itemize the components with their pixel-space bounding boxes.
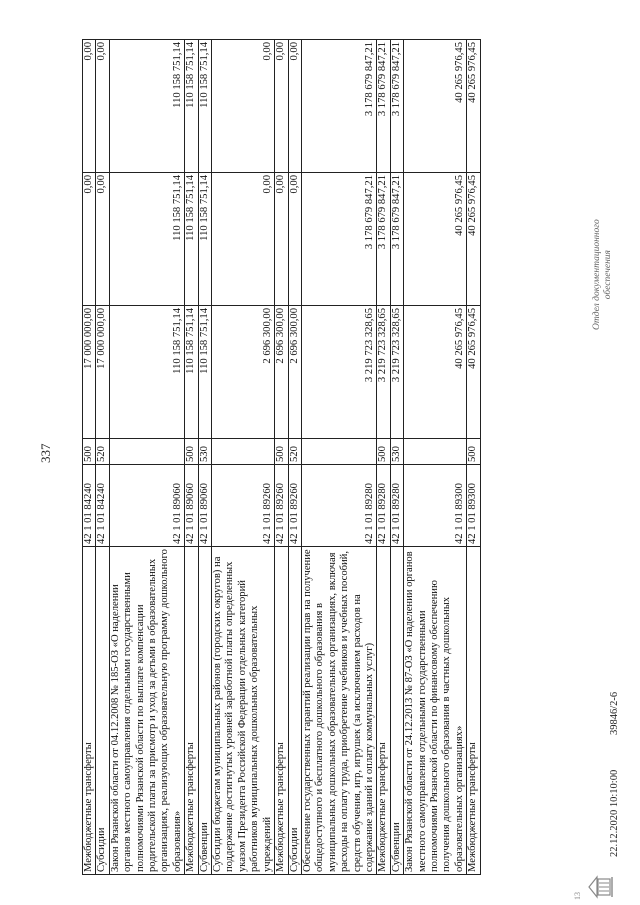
table-row (96, 40, 109, 875)
table-row (288, 40, 301, 875)
row-sum2-cell: 0,00 (96, 173, 109, 306)
row-sum3-cell: 3 178 679 847,21 (377, 40, 390, 173)
row-name-cell: Закон Рязанской области от 04.12.2008 № 185-ОЗ «О наделении органов местного самоуправления отдельными государственными полномочиями Рязанской области по выплате компенсации родительской платы за присмотр и уход за детьми в образовательных организациях, реализующих образовательную программу дошкольного образования» (109, 547, 184, 875)
row-csr-cell: 42 1 01 89060 (198, 465, 211, 547)
table-row (83, 40, 96, 875)
row-sum1-cell: 2 696 300,00 (212, 306, 275, 439)
row-sum3-cell: 110 158 751,14 (198, 40, 211, 173)
row-sum1-cell: 3 219 723 328,65 (301, 306, 376, 439)
row-sum1-cell: 110 158 751,14 (185, 306, 198, 439)
row-csr-cell: 42 1 01 89280 (301, 465, 376, 547)
row-sum1-cell: 40 265 976,45 (404, 306, 467, 439)
row-csr-cell: 42 1 01 89280 (377, 465, 390, 547)
row-sum2-cell: 0,00 (212, 173, 275, 306)
row-csr-cell: 42 1 01 89260 (288, 465, 301, 547)
row-name-cell: Закон Рязанской области от 24.12.2013 № 87-ОЗ «О наделении органов местного самоуправления отдельными государственными полномочиями Рязанской области по финансовому обеспечению получения дошкольного образования в частных дошкольных образовательных организациях» (404, 547, 467, 875)
row-name-cell: Межбюджетные трансферты (185, 547, 198, 875)
row-name-cell: Межбюджетные трансферты (467, 547, 480, 875)
row-sum2-cell: 110 158 751,14 (109, 173, 184, 306)
row-name-cell: Субсидии (288, 547, 301, 875)
row-vr-cell (109, 439, 184, 465)
row-name-cell: Межбюджетные трансферты (377, 547, 390, 875)
row-sum3-cell: 0,00 (83, 40, 96, 173)
row-sum2-cell: 0,00 (288, 173, 301, 306)
row-sum1-cell: 2 696 300,00 (288, 306, 301, 439)
row-csr-cell: 42 1 01 89300 (467, 465, 480, 547)
row-sum2-cell: 3 178 679 847,21 (377, 173, 390, 306)
row-sum2-cell: 110 158 751,14 (185, 173, 198, 306)
row-sum2-cell: 0,00 (83, 173, 96, 306)
row-sum1-cell: 110 158 751,14 (198, 306, 211, 439)
row-csr-cell: 42 1 01 89300 (404, 465, 467, 547)
footer-datetime: 22.12.2020 10:10:00 (609, 769, 620, 857)
budget-table (82, 39, 481, 875)
row-sum2-cell: 40 265 976,45 (404, 173, 467, 306)
table-row (390, 40, 403, 875)
table-row (404, 40, 467, 875)
row-sum1-cell: 17 000 000,00 (96, 306, 109, 439)
table-row (275, 40, 288, 875)
row-csr-cell: 42 1 01 84240 (83, 465, 96, 547)
row-sum3-cell: 3 178 679 847,21 (301, 40, 376, 173)
footer-doc-code: 39846/2-6 (609, 691, 620, 735)
table-row (109, 40, 184, 875)
row-vr-cell: 500 (377, 439, 390, 465)
row-sum2-cell: 0,00 (275, 173, 288, 306)
table-row (301, 40, 376, 875)
row-name-cell: Субвенции (198, 547, 211, 875)
building-icon (585, 874, 617, 900)
row-csr-cell: 42 1 01 89260 (212, 465, 275, 547)
row-csr-cell: 42 1 01 89260 (275, 465, 288, 547)
row-vr-cell (404, 439, 467, 465)
logo-digit: 13 (573, 892, 582, 900)
row-sum1-cell: 40 265 976,45 (467, 306, 480, 439)
row-sum1-cell: 17 000 000,00 (83, 306, 96, 439)
row-csr-cell: 42 1 01 89280 (390, 465, 403, 547)
row-vr-cell (212, 439, 275, 465)
row-name-cell: Субсидии (96, 547, 109, 875)
archive-logo-icon (573, 874, 617, 900)
row-vr-cell: 520 (288, 439, 301, 465)
budget-table-body (83, 40, 481, 875)
row-sum3-cell: 0,00 (96, 40, 109, 173)
row-vr-cell: 500 (275, 439, 288, 465)
row-sum3-cell: 40 265 976,45 (404, 40, 467, 173)
row-name-cell: Обеспечение государственных гарантий реализации прав на получение общедоступного и бесплатного дошкольного образования в муниципальных дошкольных образовательных организациях, включая расходы на оплату труда, приобретение учебников и учебных пособий, средств обучения, игр, игрушек (за исключением расходов на содержание зданий и оплату коммунальных услуг) (301, 547, 376, 875)
row-vr-cell: 530 (390, 439, 403, 465)
table-row (377, 40, 390, 875)
stamp-line-2: обеспечения (603, 250, 613, 300)
row-csr-cell: 42 1 01 89060 (185, 465, 198, 547)
row-csr-cell: 42 1 01 89060 (109, 465, 184, 547)
row-sum3-cell: 0,00 (212, 40, 275, 173)
row-vr-cell: 500 (83, 439, 96, 465)
row-sum2-cell: 3 178 679 847,21 (390, 173, 403, 306)
row-sum1-cell: 3 219 723 328,65 (390, 306, 403, 439)
table-row (185, 40, 198, 875)
table-row (212, 40, 275, 875)
row-sum1-cell: 2 696 300,00 (275, 306, 288, 439)
stamp-line-1: Отдел документационного (592, 219, 602, 330)
row-name-cell: Межбюджетные трансферты (275, 547, 288, 875)
row-sum3-cell: 0,00 (275, 40, 288, 173)
row-vr-cell: 520 (96, 439, 109, 465)
row-sum3-cell: 40 265 976,45 (467, 40, 480, 173)
table-row (198, 40, 211, 875)
row-csr-cell: 42 1 01 84240 (96, 465, 109, 547)
table-row (467, 40, 480, 875)
row-name-cell: Субсидии бюджетам муниципальных районов (городских округов) на поддержание достигнутых уровней заработной платы определенных указом Президента Российской Федерации отдельных категорий работников муниципальных дошкольных образовательных учреждений (212, 547, 275, 875)
department-stamp (592, 219, 614, 330)
row-vr-cell: 500 (185, 439, 198, 465)
row-sum1-cell: 3 219 723 328,65 (377, 306, 390, 439)
budget-table-wrapper (82, 40, 481, 875)
row-name-cell: Субвенции (390, 547, 403, 875)
row-sum3-cell: 0,00 (288, 40, 301, 173)
row-vr-cell (301, 439, 376, 465)
row-vr-cell: 530 (198, 439, 211, 465)
row-sum3-cell: 3 178 679 847,21 (390, 40, 403, 173)
row-sum2-cell: 110 158 751,14 (198, 173, 211, 306)
row-sum1-cell: 110 158 751,14 (109, 306, 184, 439)
page-number: 337 (38, 443, 53, 463)
row-sum3-cell: 110 158 751,14 (185, 40, 198, 173)
row-sum2-cell: 3 178 679 847,21 (301, 173, 376, 306)
row-vr-cell: 500 (467, 439, 480, 465)
row-sum2-cell: 40 265 976,45 (467, 173, 480, 306)
row-sum3-cell: 110 158 751,14 (109, 40, 184, 173)
row-name-cell: Межбюджетные трансферты (83, 547, 96, 875)
